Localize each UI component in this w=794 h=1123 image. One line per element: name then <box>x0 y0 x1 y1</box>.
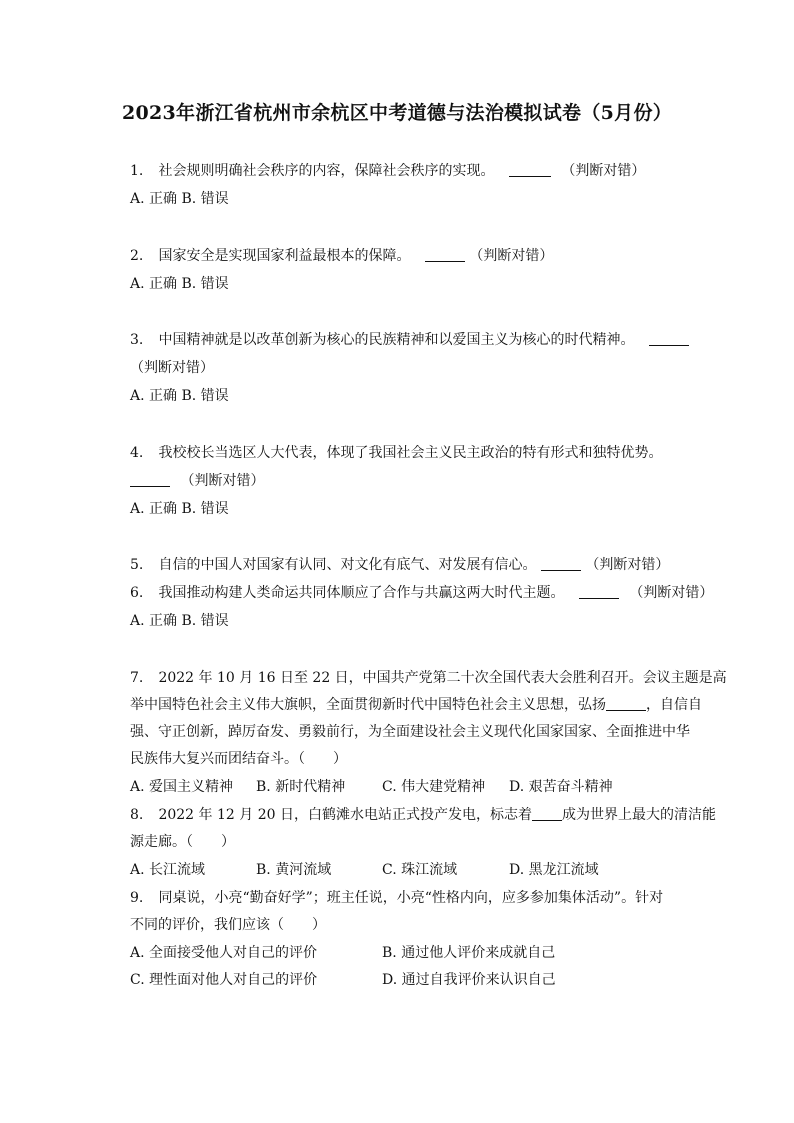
question-2 <box>130 246 553 266</box>
question-number: 2. <box>130 248 144 264</box>
q8-option-c[interactable]: C. 珠江流域 <box>382 862 458 878</box>
question-9-line-2: 不同的评价，我们应该（ ） <box>130 917 326 933</box>
answer-blank[interactable] <box>509 162 551 177</box>
question-1-options: A. 正确 B. 错误 <box>130 191 229 207</box>
q7-option-c[interactable]: C. 伟大建党精神 <box>382 779 486 795</box>
q7-option-a[interactable]: A. 爱国主义精神 <box>130 779 234 795</box>
question-3-tag: （判断对错） <box>130 360 214 376</box>
question-7-line-2 <box>130 695 702 715</box>
question-tag: （判断对错） <box>585 557 670 573</box>
question-number: 5. <box>130 557 144 573</box>
question-6-options: A. 正确 B. 错误 <box>130 613 229 629</box>
question-number: 1. <box>130 163 144 179</box>
q7-option-b[interactable]: B. 新时代精神 <box>256 779 346 795</box>
question-3 <box>130 330 689 350</box>
question-tag: （判断对错） <box>469 248 554 264</box>
question-4 <box>130 443 662 463</box>
question-9 <box>130 888 663 908</box>
answer-blank[interactable] <box>649 331 689 346</box>
question-4-blank-line <box>130 471 264 491</box>
question-text: 国家安全是实现国家利益最根本的保障。 <box>158 248 411 264</box>
answer-blank[interactable] <box>130 472 170 487</box>
question-tag: （判断对错） <box>629 585 714 601</box>
question-number: 9. <box>130 890 144 906</box>
question-3-options: A. 正确 B. 错误 <box>130 388 229 404</box>
question-4-options: A. 正确 B. 错误 <box>130 501 229 517</box>
question-number: 6. <box>130 585 144 601</box>
question-text: 我校校长当选区人大代表，体现了我国社会主义民主政治的特有形式和独特优势。 <box>158 445 663 461</box>
answer-blank[interactable] <box>606 696 646 711</box>
question-text: 2022 年 12 月 20 日，白鹤滩水电站正式投产发电，标志着 <box>158 807 532 823</box>
q8-option-a[interactable]: A. 长江流域 <box>130 862 206 878</box>
question-2-options: A. 正确 B. 错误 <box>130 276 229 292</box>
q8-option-d[interactable]: D. 黑龙江流域 <box>509 862 599 878</box>
question-text-line-1: 同桌说，小亮“勤奋好学”；班主任说，小亮“性格内向，应多参加集体活动”。针对 <box>158 890 664 906</box>
question-text: 我国推动构建人类命运共同体顺应了合作与共赢这两大时代主题。 <box>158 585 565 601</box>
answer-blank[interactable] <box>541 556 581 571</box>
q9-option-d[interactable]: D. 通过自我评价来认识自己 <box>382 972 556 988</box>
question-8-line-2: 源走廊。（ ） <box>130 834 235 850</box>
question-text: 社会规则明确社会秩序的内容，保障社会秩序的实现。 <box>158 163 495 179</box>
answer-blank[interactable] <box>425 247 465 262</box>
q9-option-a[interactable]: A. 全面接受他人对自己的评价 <box>130 945 318 961</box>
question-text: 中国精神就是以改革创新为核心的民族精神和以爱国主义为核心的时代精神。 <box>158 332 635 348</box>
answer-blank[interactable] <box>579 584 619 599</box>
question-number: 7. <box>130 670 144 686</box>
question-tag: （判断对错） <box>561 163 646 179</box>
q9-option-b[interactable]: B. 通过他人评价来成就自己 <box>382 945 556 961</box>
question-text: 自信的中国人对国家有认同、对文化有底气、对发展有信心。 <box>158 557 537 573</box>
question-text: 成为世界上最大的清洁能 <box>561 807 716 823</box>
answer-blank[interactable] <box>532 806 562 821</box>
question-number: 8. <box>130 807 144 823</box>
q7-option-d[interactable]: D. 艰苦奋斗精神 <box>509 779 613 795</box>
q8-option-b[interactable]: B. 黄河流域 <box>256 862 332 878</box>
question-tag: （判断对错） <box>180 473 265 489</box>
question-7-line-4: 民族伟大复兴而团结奋斗。（ ） <box>130 751 347 767</box>
question-8 <box>130 805 716 825</box>
question-text: 举中国特色社会主义伟大旗帜，全面贯彻新时代中国特色社会主义思想，弘扬 <box>130 697 606 713</box>
question-text-line-1: 2022 年 10 月 16 日至 22 日，中国共产党第二十次全国代表大会胜利召开。会议主题是高 <box>158 670 727 686</box>
question-1 <box>130 161 645 181</box>
question-7 <box>130 668 727 688</box>
page-title: 2023年浙江省杭州市余杭区中考道德与法治模拟试卷（5月份） <box>121 102 673 124</box>
question-5 <box>130 555 669 575</box>
question-7-line-3: 强、守正创新，踔厉奋发、勇毅前行，为全面建设社会主义现代化国家国家、全面推进中华 <box>130 724 690 740</box>
question-6 <box>130 583 713 603</box>
question-number: 3. <box>130 332 144 348</box>
q9-option-c[interactable]: C. 理性面对他人对自己的评价 <box>130 972 318 988</box>
question-text: ，自信自 <box>646 697 702 713</box>
question-number: 4. <box>130 445 144 461</box>
